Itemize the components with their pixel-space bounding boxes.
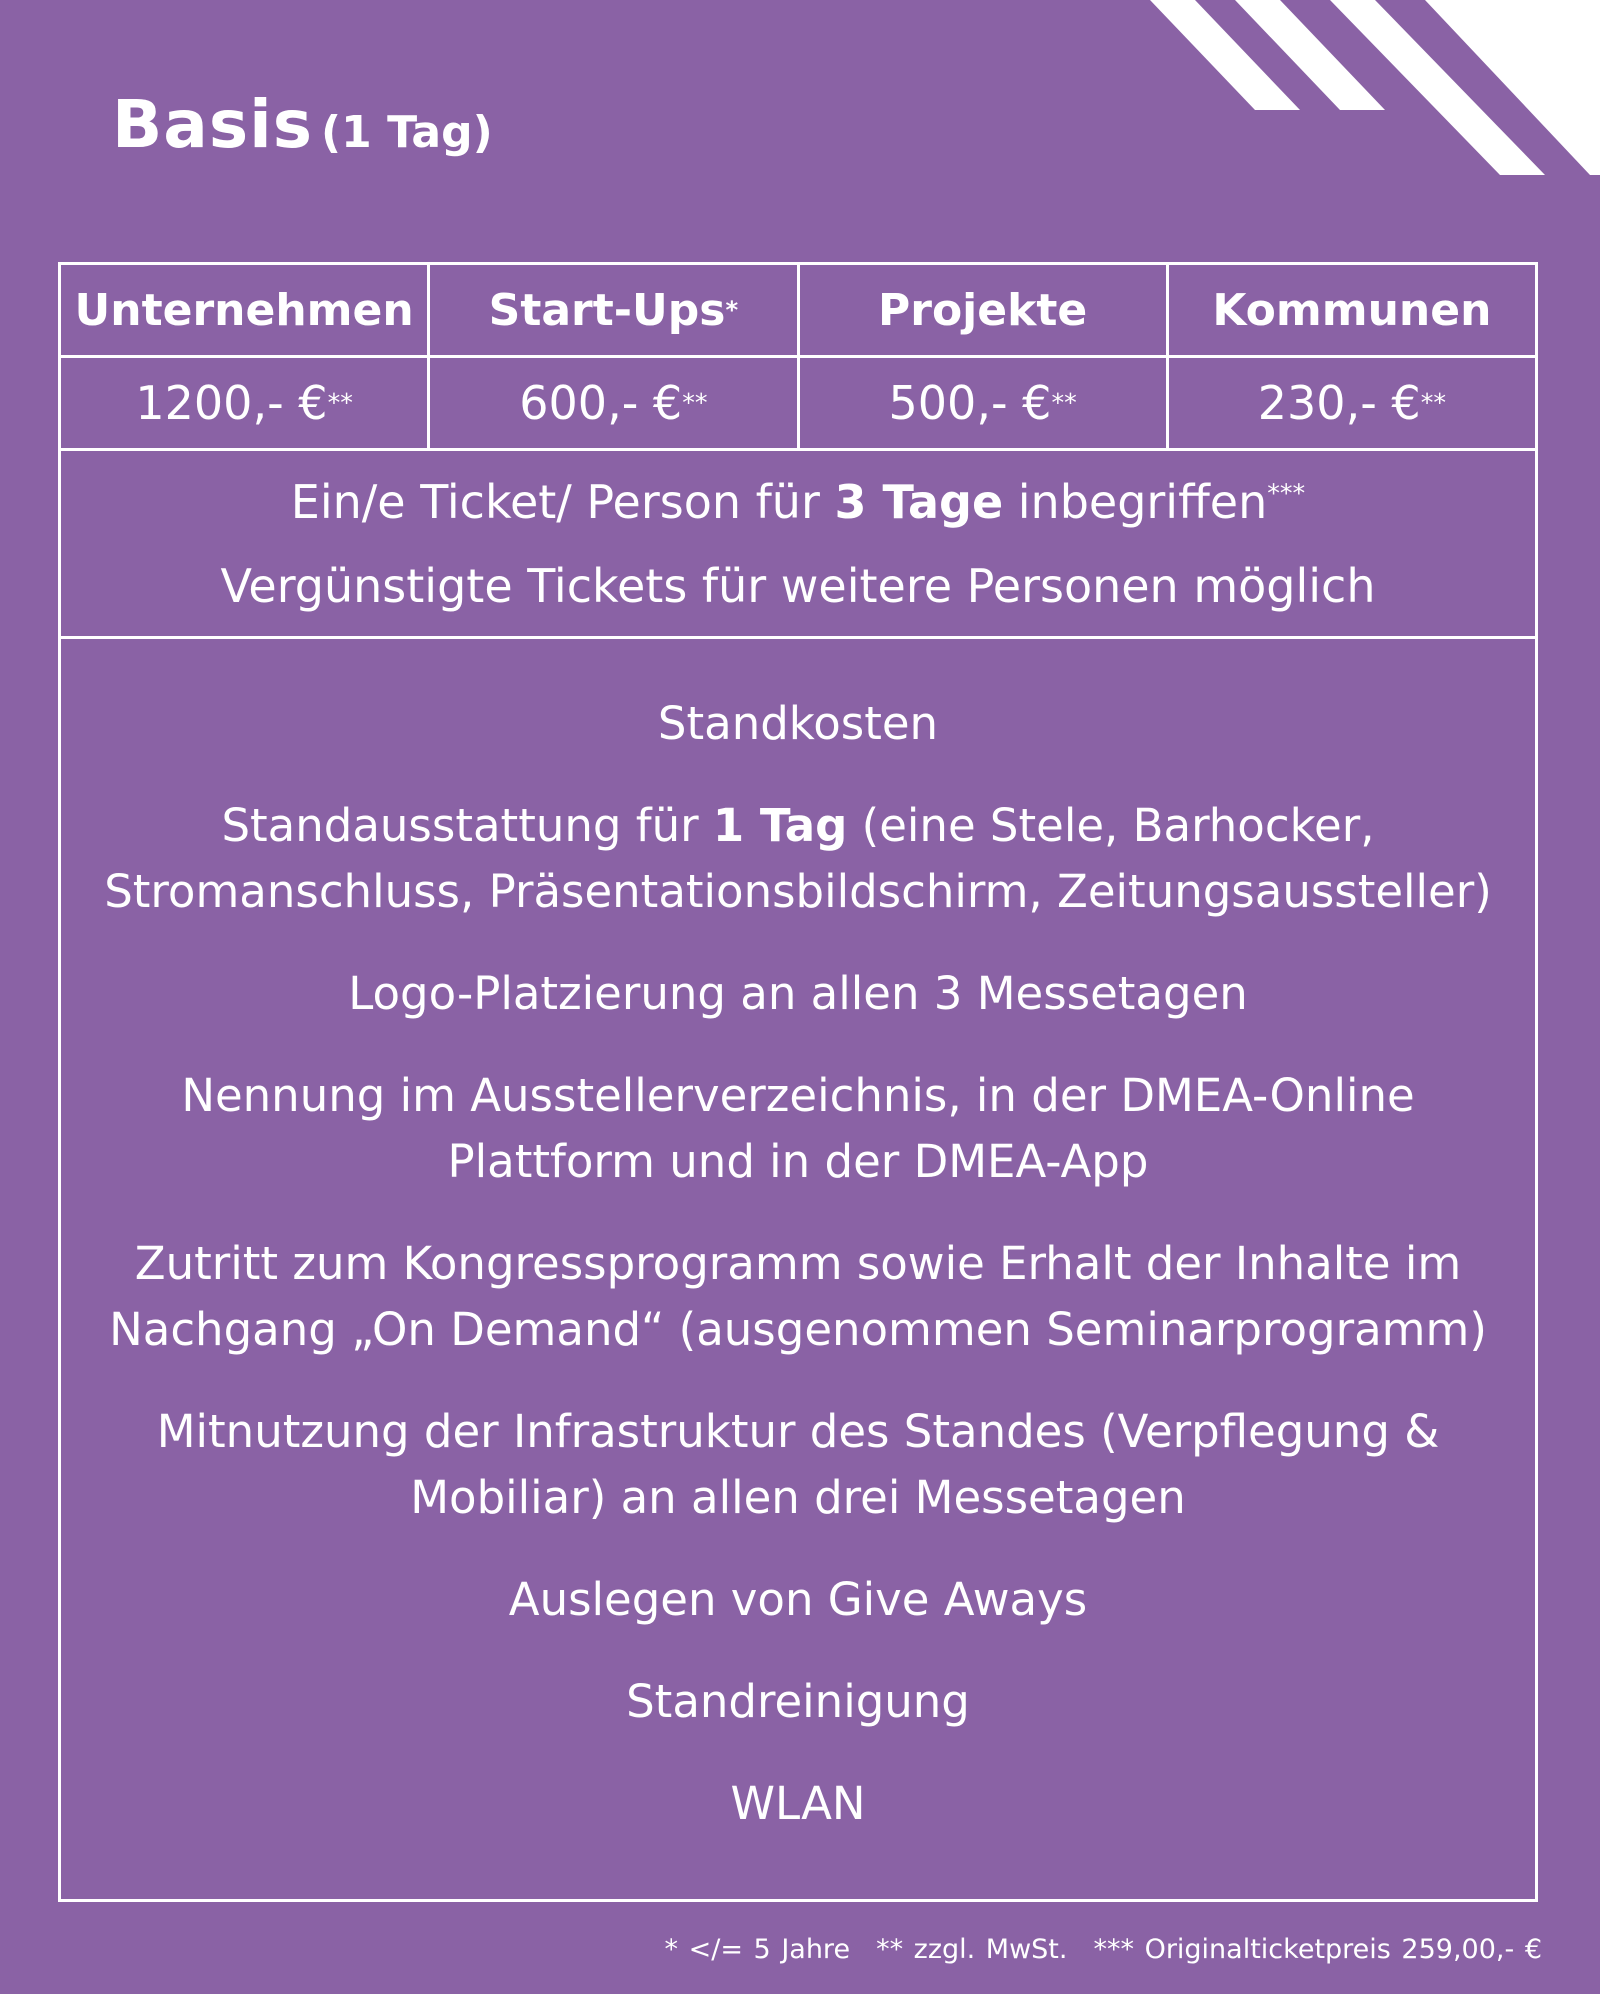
- table-price-row: [61, 358, 1535, 451]
- title-sub: (1 Tag): [321, 107, 493, 158]
- footnotes: [639, 1934, 1542, 1965]
- footnote-start-ups: * </= 5 Jahre: [664, 1934, 851, 1965]
- feature-list: [61, 639, 1535, 1837]
- page-title: [112, 86, 493, 163]
- price-unternehmen: 1200,- € **: [61, 358, 430, 448]
- feature-standkosten: Standkosten: [657, 697, 939, 750]
- price-kommunen: 230,- € **: [1257, 376, 1446, 430]
- table-header-row: [61, 265, 1535, 358]
- title-main: Basis: [112, 86, 314, 163]
- price-start-ups: 600,- € **: [430, 358, 799, 448]
- feature-wlan: WLAN: [730, 1777, 866, 1830]
- feature-zutritt-kongress: Zutritt zum Kongressprogramm sowie Erhalt der Inhalte im Nachgang „On Demand“ (ausgenommen Seminarprogramm): [109, 1237, 1487, 1356]
- column-header-unternehmen: Unternehmen: [61, 265, 430, 355]
- feature-nennung: Nennung im Ausstellerverzeichnis, in der DMEA-Online Plattform und in der DMEA-App: [181, 1069, 1415, 1188]
- feature-mitnutzung-infrastruktur: Mitnutzung der Infrastruktur des Standes (Verpflegung & Mobiliar) an allen drei Messetagen: [156, 1405, 1440, 1524]
- ticket-line-included: Ein/e Ticket/ Person für 3 Tage inbegriffen***: [290, 474, 1306, 529]
- column-header-kommunen: Kommunen: [1212, 284, 1492, 336]
- feature-standreinigung: Standreinigung: [626, 1675, 970, 1728]
- column-header-projekte: Projekte: [800, 265, 1169, 355]
- ticket-line-discount: Vergünstigte Tickets für weitere Personen möglich: [220, 558, 1376, 613]
- price-projekte: 500,- € **: [800, 358, 1169, 448]
- feature-standausstattung: Standausstattung für 1 Tag (eine Stele, Barhocker, Stromanschluss, Präsentationsbildschirm, Zeitungsaussteller): [104, 799, 1492, 918]
- pricing-table: [58, 262, 1538, 1902]
- footnote-mwst: ** zzgl. MwSt.: [876, 1934, 1068, 1965]
- feature-give-aways: Auslegen von Give Aways: [508, 1573, 1088, 1626]
- feature-logo-platzierung: Logo-Platzierung an allen 3 Messetagen: [348, 967, 1248, 1020]
- footnote-ticketpreis: *** Originalticketpreis 259,00,- €: [1093, 1934, 1542, 1965]
- ticket-info: [61, 451, 1535, 639]
- column-header-start-ups: Start-Ups *: [430, 265, 799, 355]
